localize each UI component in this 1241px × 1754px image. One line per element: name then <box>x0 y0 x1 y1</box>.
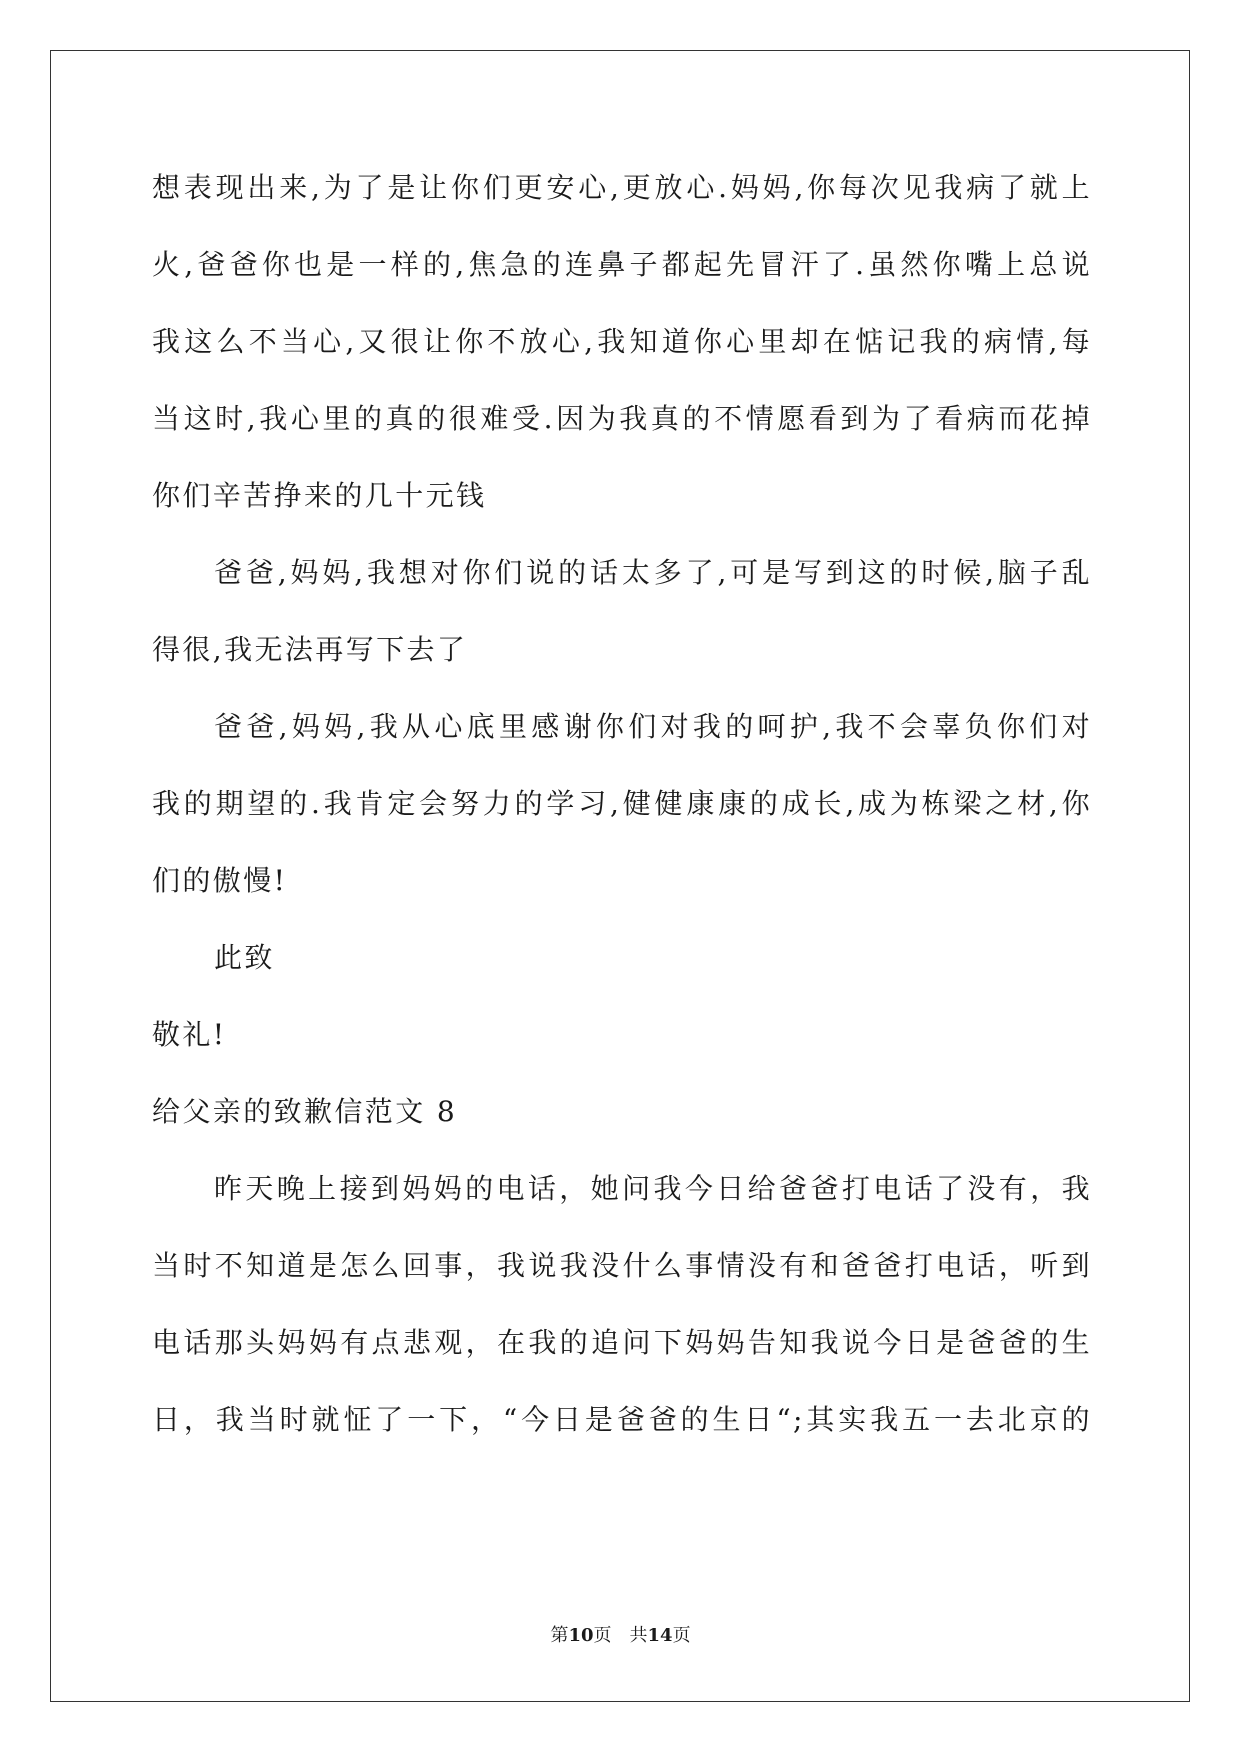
body-text-line: 火,爸爸你也是一样的,焦急的连鼻子都起先冒汗了.虽然你嘴上总说 <box>152 248 1092 281</box>
body-text-line: 我的期望的.我肯定会努力的学习,健健康康的成长,成为栋梁之材,你 <box>152 787 1092 820</box>
footer-middle: 页 共 <box>593 1625 648 1646</box>
body-text-line: 我这么不当心,又很让你不放心,我知道你心里却在惦记我的病情,每 <box>152 325 1092 358</box>
body-text-line: 们的傲慢! <box>152 864 288 897</box>
body-text-line: 日，我当时就怔了一下，“今日是爸爸的生日“;其实我五一去北京的 <box>152 1403 1092 1436</box>
body-text-line: 电话那头妈妈有点悲观，在我的追问下妈妈告知我说今日是爸爸的生 <box>152 1326 1092 1359</box>
closing-regards: 敬礼! <box>152 1018 227 1051</box>
section-heading: 给父亲的致歉信范文 8 <box>152 1095 458 1128</box>
body-text-line: 当这时,我心里的真的很难受.因为我真的不情愿看到为了看病而花掉 <box>152 402 1092 435</box>
paragraph-first-line: 爸爸,妈妈,我从心底里感谢你们对我的呵护,我不会辜负你们对 <box>214 710 1092 743</box>
total-pages-number: 14 <box>647 1625 673 1646</box>
body-text-line: 得很,我无法再写下去了 <box>152 633 468 666</box>
body-text-line: 想表现出来,为了是让你们更安心,更放心.妈妈,你每次见我病了就上 <box>152 171 1092 204</box>
closing-salutation: 此致 <box>214 941 275 974</box>
current-page-number: 10 <box>568 1625 594 1646</box>
body-text-line: 你们辛苦挣来的几十元钱 <box>152 479 487 512</box>
body-text-line: 当时不知道是怎么回事，我说我没什么事情没有和爸爸打电话，听到 <box>152 1249 1092 1282</box>
paragraph-first-line: 爸爸,妈妈,我想对你们说的话太多了,可是写到这的时候,脑子乱 <box>214 556 1092 589</box>
footer-suffix: 页 <box>672 1625 691 1646</box>
footer-prefix: 第 <box>550 1625 569 1646</box>
page-footer <box>0 1624 1241 1648</box>
paragraph-first-line: 昨天晚上接到妈妈的电话，她问我今日给爸爸打电话了没有，我 <box>214 1172 1092 1205</box>
